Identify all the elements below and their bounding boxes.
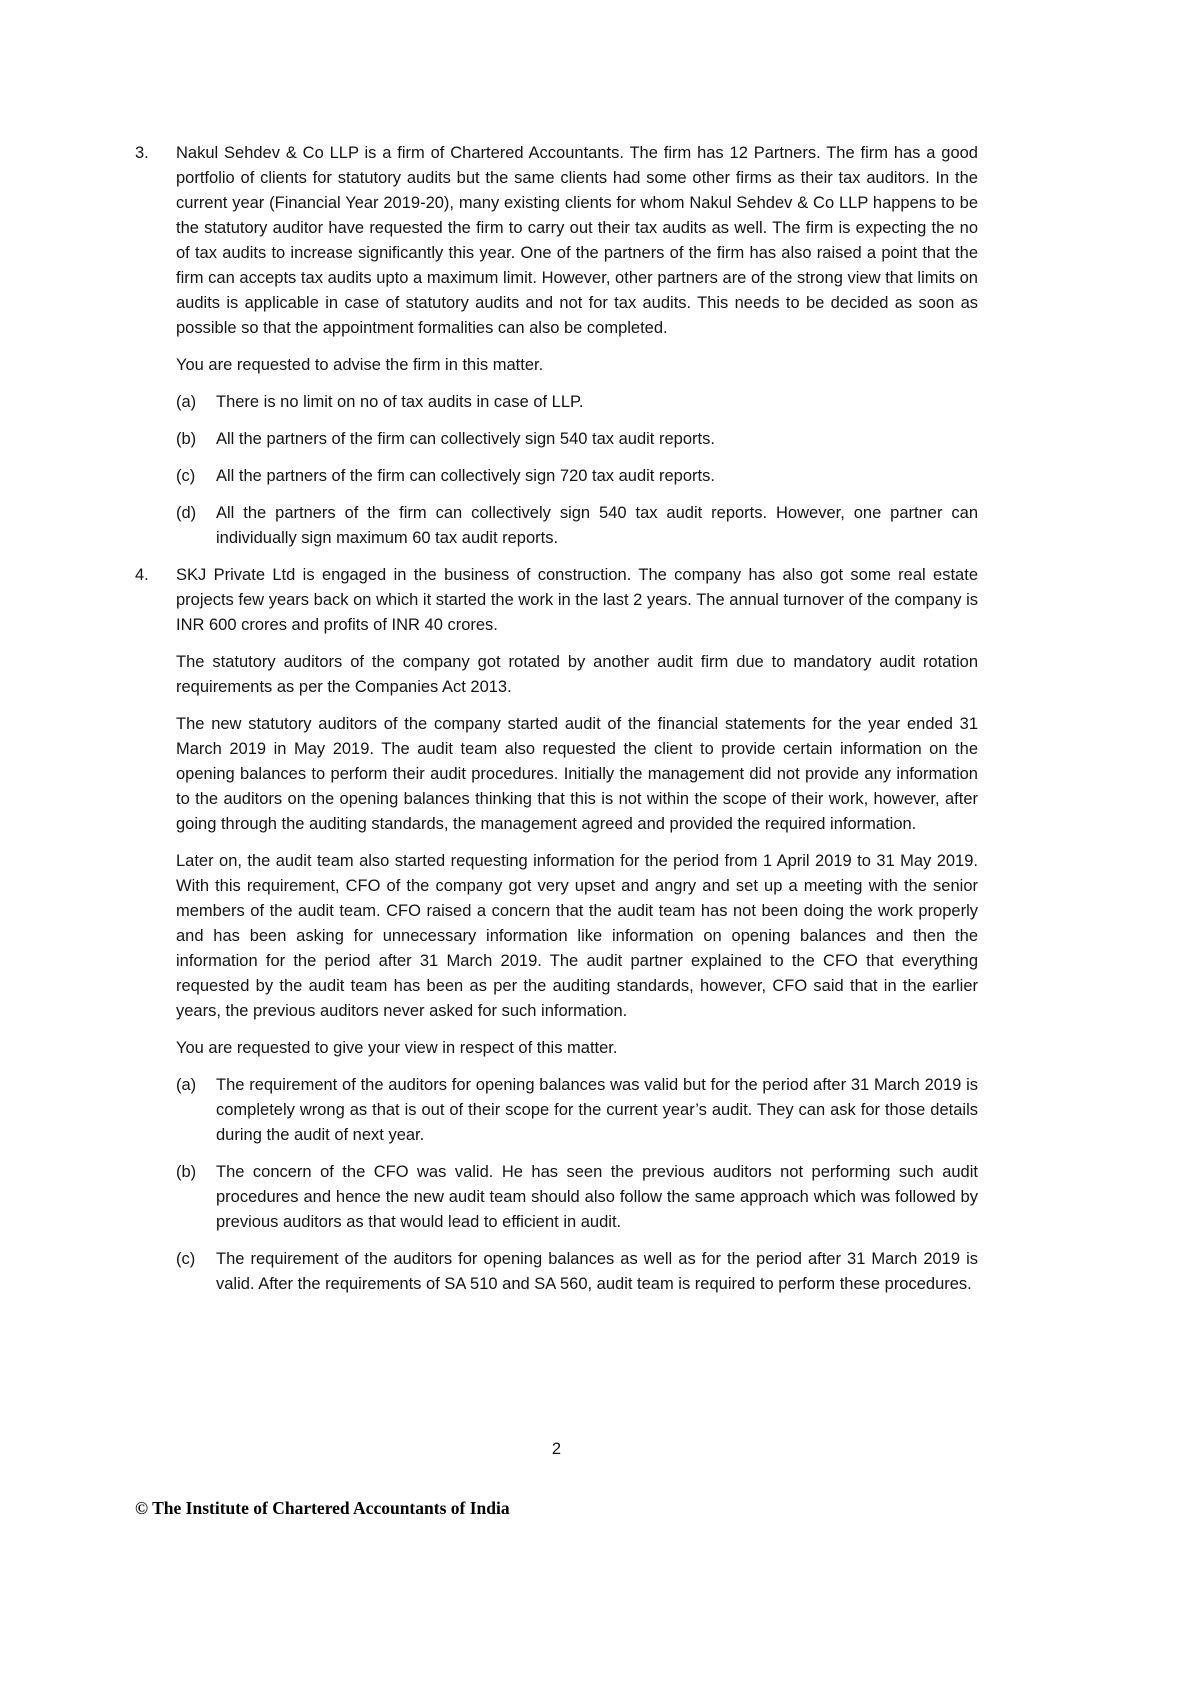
option-label: (a) [176,393,197,411]
question-4-number: 4. [135,566,149,584]
option-text: All the partners of the firm can collectively sign 540 tax audit reports. [216,430,715,448]
question-4-prompt: You are requested to give your view in respect of this matter. [176,1039,618,1057]
question-3-option-c [176,464,978,489]
question-3 [135,141,978,563]
question-4-body [176,563,978,1309]
option-text: All the partners of the firm can collectively sign 720 tax audit reports. [216,467,715,485]
question-3-option-d [176,501,978,551]
option-text: The requirement of the auditors for opening balances as well as for the period after 31 March 2019 is valid. After the requirements of SA 510 and SA 560, audit team is required to perform these procedures. [216,1250,978,1293]
option-label: (c) [176,467,196,485]
question-4 [135,563,978,1309]
option-text: All the partners of the firm can collectively sign 540 tax audit reports. However, one partner can individually sign maximum 60 tax audit reports. [216,504,978,547]
footer-copyright: © The Institute of Chartered Accountants of India [135,1498,510,1518]
option-label: (a) [176,1076,197,1094]
question-3-paragraph-1: Nakul Sehdev & Co LLP is a firm of Chartered Accountants. The firm has 12 Partners. The firm has a good portfolio of clients for statutory audits but the same clients had some other firms as their tax auditors. In the current year (Financial Year 2019-20), many existing clients for whom Nakul Sehdev & Co LLP happens to be the statutory auditor have requested the firm to carry out their tax audits as well. The firm is expecting the no of tax audits to increase significantly this year. One of the partners of the firm has also raised a point that the firm can accepts tax audits upto a maximum limit. However, other partners are of the strong view that limits on audits is applicable in case of statutory audits and not for tax audits. This needs to be decided as soon as possible so that the appointment formalities can also be completed. [176,144,978,337]
option-label: (c) [176,1250,196,1268]
option-text: The requirement of the auditors for opening balances was valid but for the period after 31 March 2019 is completely wrong as that is out of their scope for the current year’s audit. They can ask for those details during the audit of next year. [216,1076,978,1144]
question-4-option-a [176,1073,978,1148]
option-text: There is no limit on no of tax audits in case of LLP. [216,393,584,411]
question-3-prompt: You are requested to advise the firm in this matter. [176,356,544,374]
question-3-option-a [176,390,978,415]
option-label: (b) [176,1163,197,1181]
page-number: 2 [551,1440,562,1458]
question-3-body [176,141,978,563]
question-3-number: 3. [135,144,149,162]
question-4-option-c [176,1247,978,1297]
option-label: (d) [176,504,197,522]
question-4-option-b [176,1160,978,1235]
question-4-paragraph-3: The new statutory auditors of the company started audit of the financial statements for the year ended 31 March 2019 in May 2019. The audit team also requested the client to provide certain information on the opening balances to perform their audit procedures. Initially the management did not provide any information to the auditors on the opening balances thinking that this is not within the scope of their work, however, after going through the auditing standards, the management agreed and provided the required information. [176,715,978,833]
question-4-paragraph-2: The statutory auditors of the company got rotated by another audit firm due to mandatory audit rotation requirements as per the Companies Act 2013. [176,653,978,696]
option-label: (b) [176,430,197,448]
question-3-option-b [176,427,978,452]
option-text: The concern of the CFO was valid. He has seen the previous auditors not performing such audit procedures and hence the new audit team should also follow the same approach which was followed by previous auditors as that would lead to efficient in audit. [216,1163,978,1231]
question-4-paragraph-1: SKJ Private Ltd is engaged in the business of construction. The company has also got some real estate projects few years back on which it started the work in the last 2 years. The annual turnover of the company is INR 600 crores and profits of INR 40 crores. [176,566,978,634]
page-content [135,141,978,1309]
question-4-paragraph-4: Later on, the audit team also started requesting information for the period from 1 April 2019 to 31 May 2019. With this requirement, CFO of the company got very upset and angry and set up a meeting with the senior members of the audit team. CFO raised a concern that the audit team has not been doing the work properly and has been asking for unnecessary information like information on opening balances and then the information for the period after 31 March 2019. The audit partner explained to the CFO that everything requested by the audit team has been as per the auditing standards, however, CFO said that in the earlier years, the previous auditors never asked for such information. [176,852,978,1020]
